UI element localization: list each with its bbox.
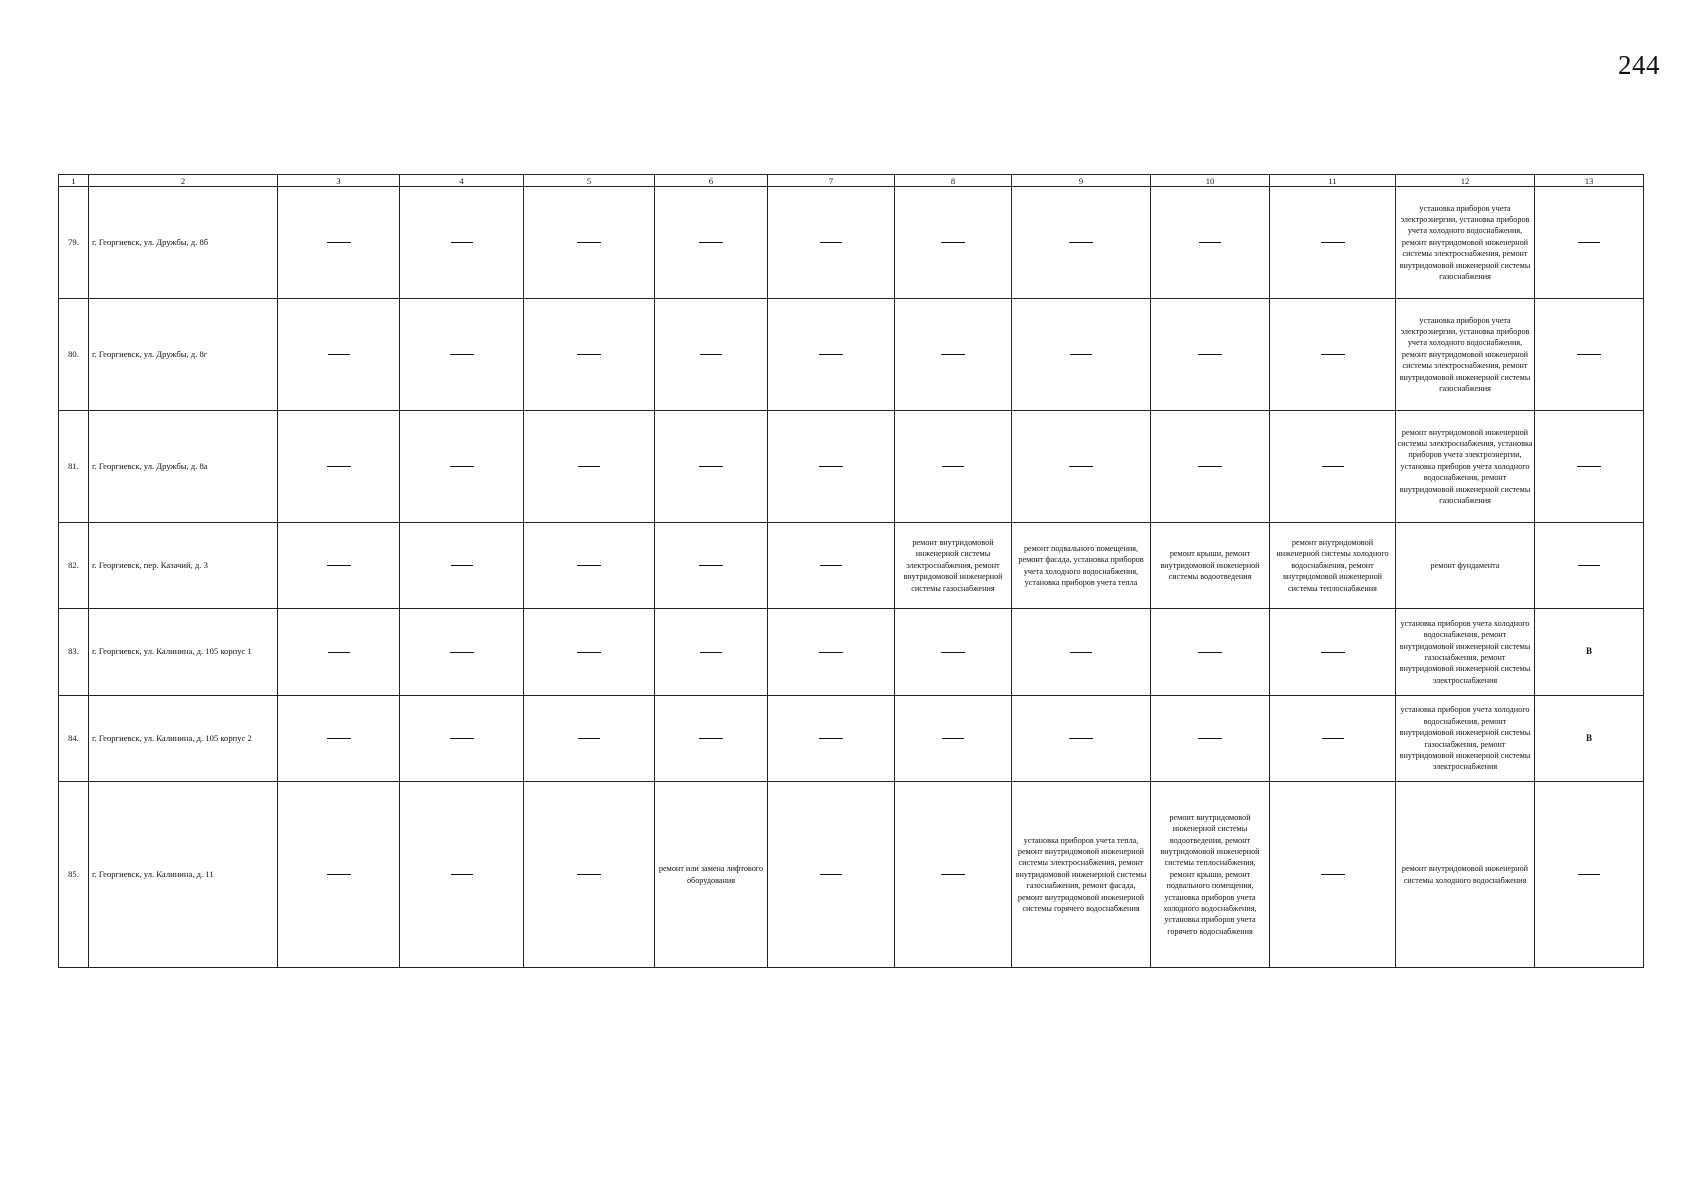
repair-schedule-table	[58, 174, 1644, 968]
empty-cell	[1012, 411, 1151, 523]
empty-cell	[895, 187, 1012, 299]
table-row	[59, 609, 1644, 696]
dash-mark	[699, 738, 723, 739]
empty-cell	[1012, 696, 1151, 782]
dash-mark	[1198, 354, 1222, 355]
work-description-cell: установка приборов учета холодного водоснабжения, ремонт внутридомовой инженерной системы газоснабжения, ремонт внутридомовой инженерной системы электроснабжения	[1396, 609, 1535, 696]
dash-mark	[700, 354, 722, 355]
mark-text: В	[1585, 732, 1592, 743]
dash-mark	[577, 565, 601, 566]
empty-cell	[524, 187, 655, 299]
row-number: 83.	[59, 609, 89, 696]
address-cell: г. Георгиевск, ул. Калинина, д. 105 корпус 1	[89, 609, 278, 696]
dash-mark	[700, 652, 722, 653]
dash-mark	[327, 738, 351, 739]
dash-mark	[1577, 466, 1601, 467]
dash-mark	[1069, 738, 1093, 739]
dash-mark	[1198, 466, 1222, 467]
dash-mark	[1069, 242, 1093, 243]
empty-cell	[655, 523, 768, 609]
dash-mark	[1321, 652, 1345, 653]
dash-mark	[942, 738, 964, 739]
table-row	[59, 523, 1644, 609]
empty-cell	[895, 609, 1012, 696]
empty-cell	[895, 411, 1012, 523]
column-header-9: 9	[1012, 175, 1151, 187]
dash-mark	[699, 565, 723, 566]
empty-cell	[768, 523, 895, 609]
empty-cell	[1012, 299, 1151, 411]
empty-cell	[1270, 411, 1396, 523]
dash-mark	[327, 565, 351, 566]
dash-mark	[450, 466, 474, 467]
empty-cell	[278, 411, 400, 523]
dash-mark	[699, 242, 723, 243]
dash-mark	[819, 466, 843, 467]
empty-cell	[1270, 609, 1396, 696]
dash-mark	[1198, 738, 1222, 739]
empty-cell	[278, 523, 400, 609]
empty-cell	[655, 696, 768, 782]
empty-cell	[400, 523, 524, 609]
empty-cell	[768, 609, 895, 696]
empty-cell	[278, 187, 400, 299]
empty-cell	[524, 696, 655, 782]
column-header-3: 3	[278, 175, 400, 187]
table-row	[59, 411, 1644, 523]
empty-cell	[1012, 609, 1151, 696]
empty-cell	[278, 782, 400, 968]
dash-mark	[577, 242, 601, 243]
dash-mark	[942, 466, 964, 467]
empty-cell	[1012, 187, 1151, 299]
work-description-cell: ремонт внутридомовой инженерной системы электроснабжения, ремонт внутридомовой инженерной системы газоснабжения	[895, 523, 1012, 609]
empty-cell	[524, 523, 655, 609]
mark-text: В	[1585, 646, 1592, 657]
work-description-cell: ремонт внутридомовой инженерной системы холодного водоснабжения	[1396, 782, 1535, 968]
empty-cell	[400, 782, 524, 968]
dash-mark	[1070, 354, 1092, 355]
dash-mark	[327, 242, 351, 243]
empty-cell	[1535, 782, 1644, 968]
dash-mark	[699, 466, 723, 467]
empty-cell	[524, 782, 655, 968]
empty-cell	[524, 609, 655, 696]
address-cell: г. Георгиевск, ул. Дружбы, д. 8б	[89, 187, 278, 299]
mark-cell	[1535, 696, 1644, 782]
dash-mark	[578, 466, 600, 467]
dash-mark	[577, 874, 601, 875]
dash-mark	[819, 738, 843, 739]
dash-mark	[451, 565, 473, 566]
address-cell: г. Георгиевск, ул. Калинина, д. 105 корпус 2	[89, 696, 278, 782]
column-header-7: 7	[768, 175, 895, 187]
dash-mark	[1199, 242, 1221, 243]
dash-mark	[578, 738, 600, 739]
dash-mark	[577, 652, 601, 653]
empty-cell	[1270, 696, 1396, 782]
dash-mark	[328, 354, 350, 355]
row-number: 84.	[59, 696, 89, 782]
empty-cell	[1151, 609, 1270, 696]
column-header-13: 13	[1535, 175, 1644, 187]
row-number: 81.	[59, 411, 89, 523]
empty-cell	[400, 411, 524, 523]
empty-cell	[524, 299, 655, 411]
dash-mark	[1578, 565, 1600, 566]
empty-cell	[768, 299, 895, 411]
column-header-5: 5	[524, 175, 655, 187]
dash-mark	[450, 738, 474, 739]
empty-cell	[1270, 782, 1396, 968]
dash-mark	[451, 874, 473, 875]
dash-mark	[328, 652, 350, 653]
dash-mark	[1069, 466, 1093, 467]
empty-cell	[1151, 696, 1270, 782]
dash-mark	[1322, 466, 1344, 467]
dash-mark	[941, 354, 965, 355]
empty-cell	[278, 696, 400, 782]
empty-cell	[524, 411, 655, 523]
empty-cell	[655, 411, 768, 523]
empty-cell	[1151, 411, 1270, 523]
column-header-11: 11	[1270, 175, 1396, 187]
dash-mark	[1578, 242, 1600, 243]
work-description-cell: установка приборов учета электроэнергии, установка приборов учета холодного водоснабжения, ремонт внутридомовой инженерной системы электроснабжения, ремонт внутридомовой инженерной системы газоснабжения	[1396, 299, 1535, 411]
table-row	[59, 696, 1644, 782]
empty-cell	[1535, 523, 1644, 609]
empty-cell	[895, 782, 1012, 968]
empty-cell	[655, 299, 768, 411]
column-header-8: 8	[895, 175, 1012, 187]
address-cell: г. Георгиевск, ул. Калинина, д. 11	[89, 782, 278, 968]
dash-mark	[577, 354, 601, 355]
empty-cell	[768, 187, 895, 299]
address-cell: г. Георгиевск, ул. Дружбы, д. 8г	[89, 299, 278, 411]
address-cell: г. Георгиевск, пер. Казачий, д. 3	[89, 523, 278, 609]
empty-cell	[400, 187, 524, 299]
work-description-cell: ремонт внутридомовой инженерной системы водоотведения, ремонт внутридомовой инженерной системы теплоснабжения, ремонт крыши, ремонт подвального помещения, установка приборов учета холодного водоснабжения, установка приборов учета горячего водоснабжения	[1151, 782, 1270, 968]
column-header-1: 1	[59, 175, 89, 187]
work-description-cell: установка приборов учета электроэнергии, установка приборов учета холодного водоснабжения, ремонт внутридомовой инженерной системы электроснабжения, ремонт внутридомовой инженерной системы газоснабжения	[1396, 187, 1535, 299]
dash-mark	[819, 354, 843, 355]
dash-mark	[820, 565, 842, 566]
page-number: 244	[1618, 50, 1660, 80]
dash-mark	[327, 466, 351, 467]
dash-mark	[820, 874, 842, 875]
empty-cell	[1151, 299, 1270, 411]
dash-mark	[327, 874, 351, 875]
dash-mark	[1321, 354, 1345, 355]
work-description-cell: ремонт или замена лифтового оборудования	[655, 782, 768, 968]
empty-cell	[655, 187, 768, 299]
empty-cell	[655, 609, 768, 696]
work-description-cell: установка приборов учета холодного водоснабжения, ремонт внутридомовой инженерной системы газоснабжения, ремонт внутридомовой инженерной системы электроснабжения	[1396, 696, 1535, 782]
column-header-6: 6	[655, 175, 768, 187]
table-row	[59, 782, 1644, 968]
empty-cell	[768, 696, 895, 782]
empty-cell	[1535, 299, 1644, 411]
work-description-cell: ремонт крыши, ремонт внутридомовой инженерной системы водоотведения	[1151, 523, 1270, 609]
dash-mark	[941, 874, 965, 875]
work-description-cell: ремонт внутридомовой инженерной системы холодного водоснабжения, ремонт внутридомовой инженерной системы теплоснабжения	[1270, 523, 1396, 609]
dash-mark	[941, 242, 965, 243]
empty-cell	[895, 696, 1012, 782]
dash-mark	[1198, 652, 1222, 653]
column-header-10: 10	[1151, 175, 1270, 187]
empty-cell	[278, 299, 400, 411]
mark-cell	[1535, 609, 1644, 696]
empty-cell	[1270, 187, 1396, 299]
work-description-cell: ремонт внутридомовой инженерной системы электроснабжения, установка приборов учета электроэнергии, установка приборов учета холодного водоснабжения, ремонт внутридомовой инженерной системы газоснабжения	[1396, 411, 1535, 523]
column-header-12: 12	[1396, 175, 1535, 187]
empty-cell	[895, 299, 1012, 411]
empty-cell	[278, 609, 400, 696]
dash-mark	[1577, 354, 1601, 355]
dash-mark	[1322, 738, 1344, 739]
dash-mark	[450, 354, 474, 355]
empty-cell	[1535, 411, 1644, 523]
dash-mark	[820, 242, 842, 243]
empty-cell	[400, 299, 524, 411]
column-number-row	[59, 175, 1644, 187]
empty-cell	[400, 609, 524, 696]
row-number: 85.	[59, 782, 89, 968]
dash-mark	[819, 652, 843, 653]
dash-mark	[1070, 652, 1092, 653]
empty-cell	[768, 411, 895, 523]
dash-mark	[450, 652, 474, 653]
empty-cell	[1535, 187, 1644, 299]
work-description-cell: ремонт фундамента	[1396, 523, 1535, 609]
dash-mark	[451, 242, 473, 243]
column-header-4: 4	[400, 175, 524, 187]
row-number: 80.	[59, 299, 89, 411]
work-description-cell: ремонт подвального помещения, ремонт фасада, установка приборов учета холодного водоснабжения, установка приборов учета тепла	[1012, 523, 1151, 609]
empty-cell	[400, 696, 524, 782]
dash-mark	[941, 652, 965, 653]
row-number: 82.	[59, 523, 89, 609]
dash-mark	[1321, 874, 1345, 875]
column-header-2: 2	[89, 175, 278, 187]
work-description-cell: установка приборов учета тепла, ремонт внутридомовой инженерной системы электроснабжения, ремонт внутридомовой инженерной системы газоснабжения, ремонт фасада, ремонт внутридомовой инженерной системы горячего водоснабжения	[1012, 782, 1151, 968]
table-row	[59, 187, 1644, 299]
table-row	[59, 299, 1644, 411]
row-number: 79.	[59, 187, 89, 299]
dash-mark	[1578, 874, 1600, 875]
empty-cell	[1270, 299, 1396, 411]
dash-mark	[1321, 242, 1345, 243]
empty-cell	[768, 782, 895, 968]
address-cell: г. Георгиевск, ул. Дружбы, д. 8а	[89, 411, 278, 523]
empty-cell	[1151, 187, 1270, 299]
